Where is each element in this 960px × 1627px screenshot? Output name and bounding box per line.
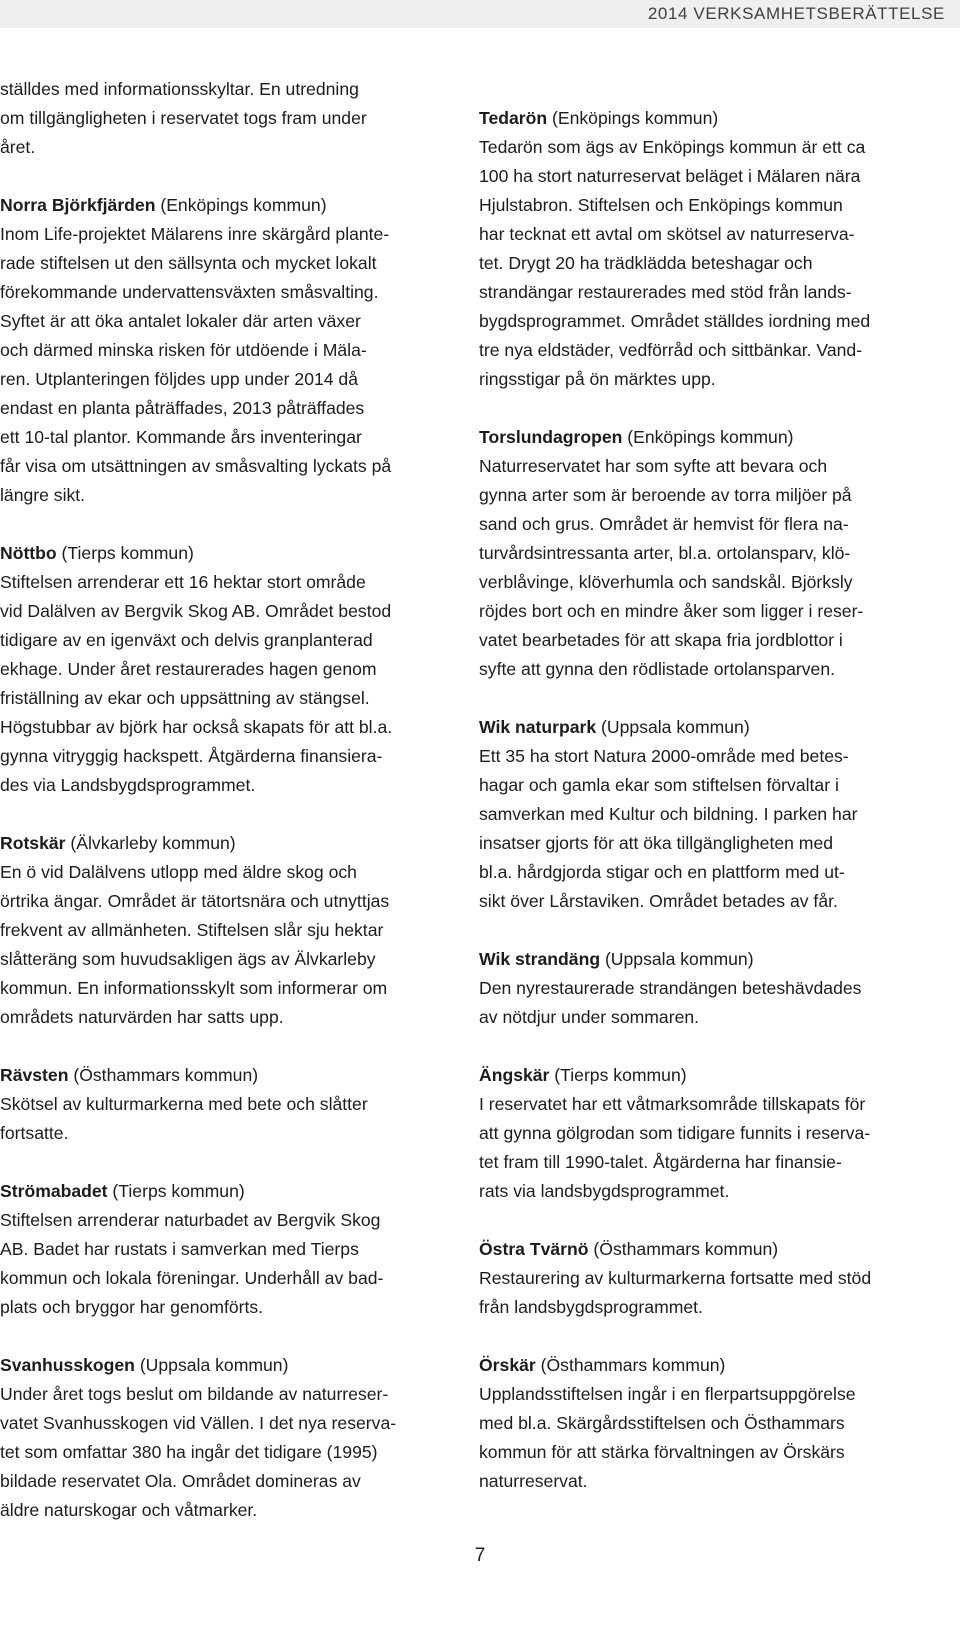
text-line: Hjulstabron. Stiftelsen och Enköpings kommun — [479, 195, 843, 215]
text-line: strandängar restaurerades med stöd från lands- — [479, 282, 852, 302]
section-municipality: (Tierps kommun) — [549, 1065, 687, 1085]
text-line: Stiftelsen arrenderar ett 16 hektar stort område — [0, 572, 366, 592]
text-line: med bl.a. Skärgårdsstiftelsen och Östhammars — [479, 1413, 845, 1433]
section-municipality: (Uppsala kommun) — [134, 1355, 289, 1375]
text-line: Den nyrestaurerade strandängen beteshävdades — [479, 978, 862, 998]
section-nottbo — [0, 539, 450, 800]
text-line: att gynna gölgrodan som tidigare funnits i reserva- — [479, 1123, 871, 1143]
section-tedaron — [479, 104, 939, 394]
text-line: verblåvinge, klöverhumla och sandskål. Björksly — [479, 572, 853, 592]
text-line: naturreservat. — [479, 1471, 588, 1491]
section-orskar — [479, 1351, 939, 1496]
section-heading — [479, 945, 939, 974]
text-line: samverkan med Kultur och bildning. I parken har — [479, 804, 858, 824]
section-title: Rotskär — [0, 833, 66, 853]
section-municipality: (Älvkarleby kommun) — [65, 833, 236, 853]
text-line: rats via landsbygdsprogrammet. — [479, 1181, 730, 1201]
text-line: av nötdjur under sommaren. — [479, 1007, 700, 1027]
section-svanhusskogen — [0, 1351, 450, 1525]
section-wik-strandang — [479, 945, 939, 1032]
text-line: kommun och lokala föreningar. Underhåll av bad- — [0, 1268, 384, 1288]
text-line: hagar och gamla ekar som stiftelsen förvaltar i — [479, 775, 839, 795]
section-heading — [0, 1351, 450, 1380]
section-municipality: (Uppsala kommun) — [600, 949, 754, 969]
section-heading — [479, 104, 939, 133]
text-line: gynna arter som är beroende av torra miljöer på — [479, 485, 852, 505]
text-line: rade stiftelsen ut den sällsynta och mycket lokalt — [0, 253, 377, 273]
section-stromabadet — [0, 1177, 450, 1322]
section-title: Ängskär — [479, 1065, 550, 1085]
section-title: Nöttbo — [0, 543, 57, 563]
text-line: har tecknat ett avtal om skötsel av naturreserva- — [479, 224, 855, 244]
section-title: Svanhusskogen — [0, 1355, 135, 1375]
text-line: Restaurering av kulturmarkerna fortsatte med stöd — [479, 1268, 872, 1288]
section-angskar — [479, 1061, 939, 1206]
section-title: Strömabadet — [0, 1181, 108, 1201]
text-line: sand och grus. Området är hemvist för flera na- — [479, 514, 849, 534]
text-line: friställning av ekar och uppsättning av stängsel. — [0, 688, 370, 708]
text-line: Upplandsstiftelsen ingår i en flerpartsuppgörelse — [479, 1384, 856, 1404]
text-line: bl.a. hårdgjorda stigar och en plattform med ut- — [479, 862, 845, 882]
section-heading — [479, 1061, 939, 1090]
text-line: tet som omfattar 380 ha ingår det tidigare (1995) — [0, 1442, 378, 1462]
section-norra-bjorkfjarden — [0, 191, 450, 510]
section-heading — [479, 423, 939, 452]
text-line: tet. Drygt 20 ha trädklädda beteshagar och — [479, 253, 813, 273]
section-municipality: (Tierps kommun) — [107, 1181, 245, 1201]
text-line: Under året togs beslut om bildande av naturreser- — [0, 1384, 389, 1404]
section-municipality: (Enköpings kommun) — [155, 195, 327, 215]
text-line: områdets naturvärden har satts upp. — [0, 1007, 284, 1027]
text-line: kommun för att stärka förvaltningen av Örskärs — [479, 1442, 845, 1462]
text-line: des via Landsbygdsprogrammet. — [0, 775, 256, 795]
text-line: ren. Utplanteringen följdes upp under 2014 då — [0, 369, 359, 389]
section-title: Östra Tvärnö — [479, 1239, 589, 1259]
text-line: AB. Badet har rustats i samverkan med Tierps — [0, 1239, 359, 1259]
document-title: 2014 VERKSAMHETSBERÄTTELSE — [647, 4, 945, 23]
intro-paragraph — [0, 75, 450, 162]
text-line: bildade reservatet Ola. Området domineras av — [0, 1471, 361, 1491]
text-line: slåtteräng som huvudsakligen ägs av Älvkarleby — [0, 949, 376, 969]
page-number: 7 — [474, 1545, 486, 1566]
text-line: Stiftelsen arrenderar naturbadet av Bergvik Skog — [0, 1210, 381, 1230]
section-title: Örskär — [479, 1355, 536, 1375]
text-line: Ett 35 ha stort Natura 2000-område med betes- — [479, 746, 849, 766]
section-title: Tedarön — [479, 108, 548, 128]
text-line: ekhage. Under året restaurerades hagen genom — [0, 659, 377, 679]
text-line: I reservatet har ett våtmarksområde tillskapats för — [479, 1094, 866, 1114]
section-title: Norra Björkfjärden — [0, 195, 156, 215]
text-line: ställdes med informationsskyltar. En utredning — [0, 79, 359, 99]
section-torslundagropen — [479, 423, 939, 684]
text-line: Skötsel av kulturmarkerna med bete och slåtter — [0, 1094, 368, 1114]
section-title: Wik naturpark — [479, 717, 597, 737]
text-line: Tedarön som ägs av Enköpings kommun är ett ca — [479, 137, 866, 157]
left-column — [0, 75, 450, 1554]
text-line: Högstubbar av björk har också skapats för att bl.a. — [0, 717, 393, 737]
text-line: Syftet är att öka antalet lokaler där arten växer — [0, 311, 361, 331]
section-municipality: (Enköpings kommun) — [547, 108, 719, 128]
text-line: Inom Life-projektet Mälarens inre skärgård plante- — [0, 224, 390, 244]
section-heading — [0, 191, 450, 220]
text-line: vatet Svanhusskogen vid Vällen. I det nya reserva- — [0, 1413, 397, 1433]
section-municipality: (Östhammars kommun) — [588, 1239, 779, 1259]
section-heading — [0, 829, 450, 858]
section-municipality: (Enköpings kommun) — [622, 427, 794, 447]
text-line: turvårdsintressanta arter, bl.a. ortolansparv, klö- — [479, 543, 851, 563]
text-line: förekommande undervattensväxten småsvalting. — [0, 282, 379, 302]
section-municipality: (Tierps kommun) — [56, 543, 194, 563]
section-heading — [0, 1177, 450, 1206]
section-heading — [0, 539, 450, 568]
text-line: längre sikt. — [0, 485, 86, 505]
text-line: syfte att gynna den rödlistade ortolansparven. — [479, 659, 836, 679]
text-line: Naturreservatet har som syfte att bevara och — [479, 456, 828, 476]
text-line: insatser gjorts för att öka tillgängligheten med — [479, 833, 834, 853]
section-ravsten — [0, 1061, 450, 1148]
text-line: bygdsprogrammet. Området ställdes iordning med — [479, 311, 871, 331]
text-line: 100 ha stort naturreservat beläget i Mälaren nära — [479, 166, 861, 186]
text-line: och därmed minska risken för utdöende i Mäla- — [0, 340, 367, 360]
section-heading — [0, 1061, 450, 1090]
text-line: röjdes bort och en mindre åker som ligger i reser- — [479, 601, 864, 621]
text-line: vid Dalälven av Bergvik Skog AB. Området bestod — [0, 601, 392, 621]
text-line: gynna vitryggig hackspett. Åtgärderna finansiera- — [0, 746, 383, 766]
section-heading — [479, 713, 939, 742]
text-line: äldre naturskogar och våtmarker. — [0, 1500, 258, 1520]
section-title: Rävsten — [0, 1065, 69, 1085]
section-rotskar — [0, 829, 450, 1032]
section-municipality: (Östhammars kommun) — [535, 1355, 726, 1375]
section-ostra-tvarno — [479, 1235, 939, 1322]
text-line: får visa om utsättningen av småsvalting lyckats på — [0, 456, 392, 476]
text-line: En ö vid Dalälvens utlopp med äldre skog och — [0, 862, 357, 882]
text-line: sikt över Lårstaviken. Området betades av får. — [479, 891, 838, 911]
text-line: fortsatte. — [0, 1123, 69, 1143]
section-heading — [479, 1351, 939, 1380]
right-column — [479, 104, 939, 1525]
text-line: plats och bryggor har genomförts. — [0, 1297, 264, 1317]
text-line: kommun. En informationsskylt som informerar om — [0, 978, 388, 998]
text-line: frekvent av allmänheten. Stiftelsen slår sju hektar — [0, 920, 384, 940]
text-line: tre nya eldstäder, vedförråd och sittbänkar. Vand- — [479, 340, 863, 360]
text-line: endast en planta påträffades, 2013 påträffades — [0, 398, 365, 418]
text-line: örtrika ängar. Området är tätortsnära och utnyttjas — [0, 891, 390, 911]
section-title: Torslundagropen — [479, 427, 623, 447]
text-line: vatet bearbetades för att skapa fria jordblottor i — [479, 630, 843, 650]
text-line: ett 10-tal plantor. Kommande års inventeringar — [0, 427, 362, 447]
section-municipality: (Östhammars kommun) — [68, 1065, 259, 1085]
section-wik-naturpark — [479, 713, 939, 916]
text-line: ringsstigar på ön märktes upp. — [479, 369, 716, 389]
text-line: tidigare av en igenväxt och delvis granplanterad — [0, 630, 373, 650]
page-header — [0, 0, 960, 28]
section-heading — [479, 1235, 939, 1264]
section-municipality: (Uppsala kommun) — [596, 717, 750, 737]
section-title: Wik strandäng — [479, 949, 601, 969]
text-line: om tillgängligheten i reservatet togs fram under — [0, 108, 367, 128]
text-line: från landsbygdsprogrammet. — [479, 1297, 703, 1317]
text-line: året. — [0, 137, 36, 157]
text-line: tet fram till 1990-talet. Åtgärderna har finansie- — [479, 1152, 842, 1172]
